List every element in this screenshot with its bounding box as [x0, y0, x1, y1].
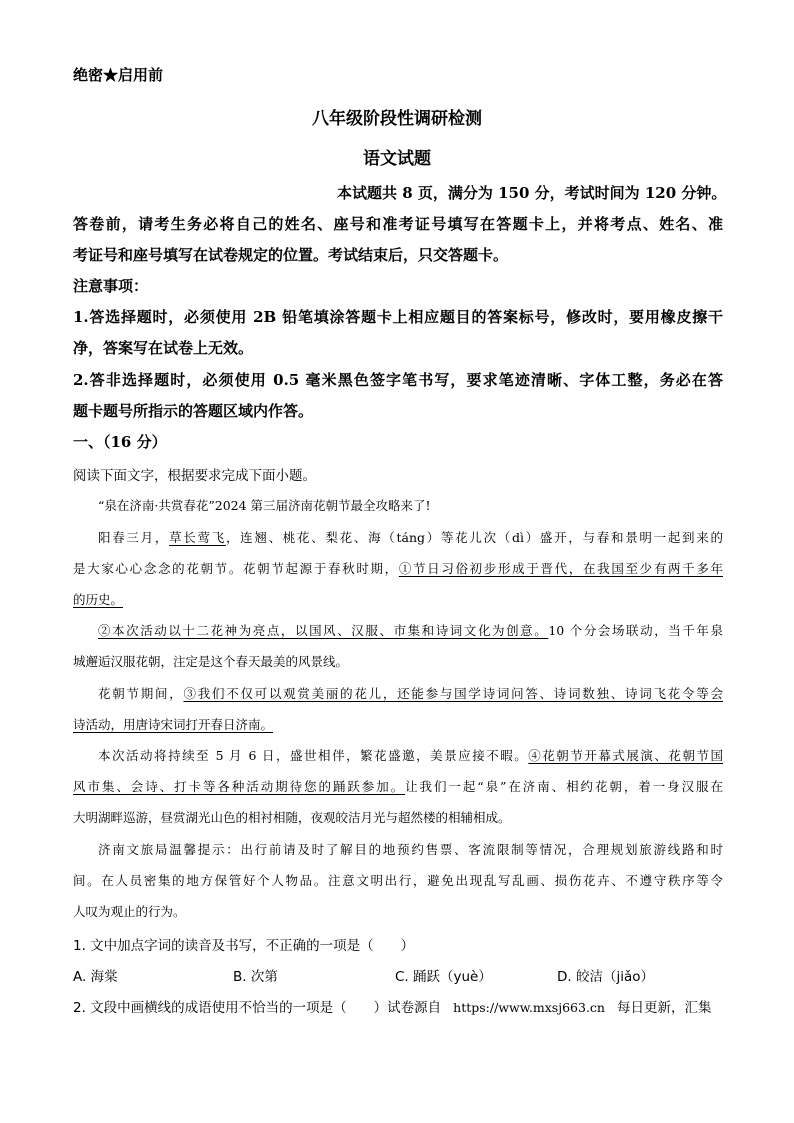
- note-2-line-1: 2.答非选择题时，必须使用 0.5 毫米黑色签字笔书写，要求笔迹清晰、字体工整，务必在答: [73, 371, 723, 389]
- passage-title: “泉在济南·共赏春花”2024 第三届济南花朝节最全攻略来了!: [98, 498, 431, 513]
- note-1-line-1: 1.答选择题时，必须使用 2B 铅笔填涂答题卡上相应题目的答案标号，修改时，要用橡皮擦干: [73, 308, 723, 326]
- notes-heading: 注意事项：: [73, 277, 149, 295]
- passage-p1-line-2: 是大家心心念念的花朝节。花朝节起源于春秋时期，①节日习俗初步形成于晋代，在我国至少有两千多年: [73, 561, 723, 576]
- passage-p2-line-2: 城邂逅汉服花朝，注定是这个春天最美的风景线。: [73, 654, 349, 669]
- passage-p2-line-1: ②本次活动以十二花神为亮点，以国风、汉服、市集和诗词文化为创意。10 个分会场联动，当千年泉: [98, 623, 723, 638]
- intro-line-1: 本试题共 8 页，满分为 150 分，考试时间为 120 分钟。: [337, 184, 727, 202]
- passage-p1-line-1: 阳春三月，草长莺飞，连翘、桃花、梨花、海（táng）等花儿次（dì）盛开，与春和景明一起到来的: [98, 530, 723, 545]
- confidential-label: 绝密★启用前: [73, 66, 164, 84]
- question-1-option-a: A. 海棠: [73, 969, 118, 985]
- exam-title: 八年级阶段性调研检测: [312, 109, 482, 129]
- passage-p4-line-1: 本次活动将持续至 5 月 6 日，盛世相伴，繁花盛邀，美景应接不暇。④花朝节开幕式展演、花朝节国: [98, 748, 723, 763]
- section-1-instruction: 阅读下面文字，根据要求完成下面小题。: [73, 468, 316, 484]
- source-url: https://www.mxsj663.cn: [453, 1000, 605, 1015]
- question-1-option-d: D. 皎洁（jiǎo）: [557, 969, 655, 985]
- passage-p5-line-1: 济南文旅局温馨提示：出行前请及时了解目的地预约售票、客流限制等情况，合理规划旅游线路和时: [98, 842, 723, 857]
- passage-p4-line-2: 风市集、会诗、打卡等各种活动期待您的踊跃参加。让我们一起“泉”在济南、相约花朝，着一身汉服在: [73, 779, 723, 794]
- note-2-line-2: 题卡题号所指示的答题区域内作答。: [73, 402, 314, 420]
- question-2: 2. 文段中画横线的成语使用不恰当的一项是（ ）试卷源自 https://www.mxsj663.cn 每日更新，汇集: [73, 1000, 712, 1016]
- passage-p3-line-2: 诗活动，用唐诗宋词打开春日济南。: [73, 717, 274, 732]
- passage-p5-line-2: 间。在人员密集的地方保管好个人物品。注意文明出行，避免出现乱写乱画、损伤花卉、不遵守秩序等令: [73, 873, 723, 888]
- section-1-heading: 一、（16 分）: [73, 433, 167, 451]
- exam-subtitle: 语文试题: [363, 149, 431, 169]
- passage-p3-line-1: 花朝节期间，③我们不仅可以观赏美丽的花儿，还能参与国学诗词问答、诗词数独、诗词飞花令等会: [98, 686, 723, 701]
- passage-p4-line-3: 大明湖畔巡游，昼赏湖光山色的相衬相随，夜观皎洁月光与超然楼的相辅相成。: [73, 810, 511, 825]
- question-1-option-c: C. 踊跃（yuè）: [395, 969, 492, 985]
- note-1-line-2: 净，答案写在试卷上无效。: [73, 339, 254, 357]
- question-1: 1. 文中加点字词的读音及书写，不正确的一项是（ ）: [73, 938, 415, 954]
- intro-line-3: 考证号和座号填写在试卷规定的位置。考试结束后，只交答题卡。: [73, 246, 509, 264]
- intro-line-2: 答卷前，请考生务必将自己的姓名、座号和准考证号填写在答题卡上，并将考点、姓名、准: [73, 215, 723, 233]
- passage-p1-line-3: 的历史。: [73, 592, 124, 607]
- passage-p5-line-3: 人叹为观止的行为。: [73, 904, 186, 919]
- question-1-option-b: B. 次第: [233, 969, 278, 985]
